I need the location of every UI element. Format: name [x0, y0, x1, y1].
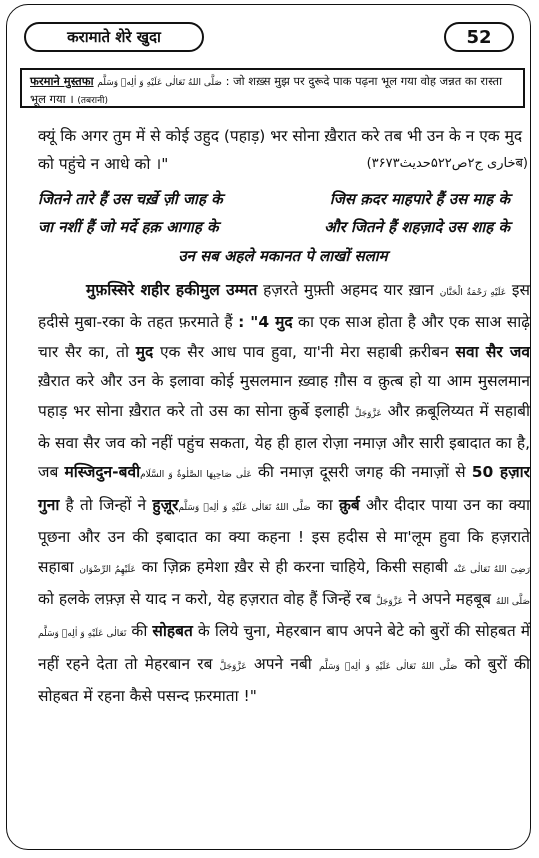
couplet-2-left: और जितने हैं शहज़ादे उस शाह के — [324, 218, 510, 236]
salam-text: उन सब अहले मकानत पे लाखों सलाम — [178, 247, 388, 265]
body-text: ने अपने महबूब — [403, 590, 496, 609]
body-text: एक सैर आध पाव हुवा, या'नी मेरा सहाबी क़रीबन — [153, 342, 456, 361]
honorific: رَضِیَ اللهُ تَعَالٰی عَنْه — [453, 564, 530, 575]
body-text: को बुरों की सोहबत में रहना कैसे पसन्द फ़रमाता !" — [38, 654, 531, 706]
farmaan-honorific: صَلَّى اللهُ تَعَالٰى عَلَيْهِ وَ اٰلِهٖ وَسَلَّم — [97, 78, 222, 88]
body-text: का — [310, 495, 339, 514]
couplet-2-right: जा नशीं हैं जो मर्दे हक़ आगाह के — [38, 218, 219, 236]
emphasis: सवा सैर जव — [455, 342, 530, 361]
emphasis: मुद — [135, 342, 154, 361]
honorific: عَزَّوَجَلَّ — [219, 661, 247, 672]
honorific: عَزَّوَجَلَّ — [354, 408, 382, 419]
body-text: को हलके लफ़्ज़ से याद न करो, येह हज़रात वोह हैं जिन्हें रब — [38, 590, 376, 609]
emphasis: : "4 मुद — [238, 313, 293, 332]
farmaan-label: फरमाने मुस्तफा — [30, 74, 94, 88]
emphasis: सोहबत — [152, 622, 193, 641]
farmaan-text: : जो शख़्स मुझ पर दुरूदे पाक पढ़ना भूल गया वोह जन्नत का रास्ता भूल गया । — [30, 74, 503, 106]
emphasis: 50 हज़ार गुना — [38, 463, 531, 514]
page-number — [444, 22, 514, 52]
commentary-paragraph — [38, 276, 530, 712]
book-title-text: करामाते शेरे खुदा — [67, 28, 161, 46]
couplet-line-1 — [38, 185, 528, 213]
honorific: صَلَّى اللهُ تَعَالٰى عَلَيْهِ وَ اٰلِهٖ وَسَلَّم — [178, 502, 311, 513]
intro-text: क्यूं कि अगर तुम में से कोई उहुद (पहाड़) भर सोना ख़ैरात करे तब भी उन के न एक मुद को पहुंचे न आधे को ।" — [38, 127, 523, 173]
emphasis: क़ुर्ब — [338, 495, 360, 514]
body-text: का एक साअ होता है और एक साअ साढ़े चार सैर का, तो — [38, 313, 530, 361]
honorific: صَلَّى اللهُ تَعَالٰى عَلَيْهِ وَ اٰلِهٖ وَسَلَّم — [319, 661, 458, 672]
body-text: अपने नबी — [246, 654, 320, 673]
body-text: इस हदीसे मुबा-रका के तहत फ़रमाते हैं — [38, 281, 531, 332]
body-text: का ज़िक्र हमेशा ख़ैर से ही करना चाहिये, किसी सहाबी — [135, 557, 454, 576]
honorific: عَلَيْهِمُ الرِّضْوَان — [79, 564, 136, 575]
hadith-reference: (बخاری ج۲ص۵۲۲حدیث۳۶۷۳) — [366, 156, 528, 171]
couplet-line-2 — [38, 213, 528, 241]
body-text: ख़ैरात करे और उन के इलावा कोई मुसलमान ख़्वाह ग़ौस व क़ुत्ब हो या आम मुसलमान पहाड़ भर सोना ख़ैरात करे तो उस का सोना क़ुर्बे इलाही — [38, 372, 530, 420]
farmaan-source: (तबरानी) — [77, 96, 108, 106]
body-text: के लिये चुना, मेहरबान बाप अपने बेटे को बुरों की सोहबत में नहीं रहने देता तो मेहरबान रब — [38, 622, 530, 673]
body-text: है तो जिन्हों ने — [59, 495, 153, 514]
body-text: और दीदार पाया उन का क्या पूछना और उन की इबादात का क्या कहना ! इस हदीस से मा'लूम हुवा कि हज़राते सहाबा — [38, 495, 531, 576]
honorific: عَلَیْهِ رَحْمَةُ الْحَنَّان — [439, 288, 507, 298]
page-number-text: 52 — [466, 26, 492, 48]
mufti-title: मुफ़स्सिरे शहीर हकीमुल उम्मत — [86, 281, 258, 299]
body-text: और क़बूलिय्यत में सहाबी के सवा सैर जव को नहीं पहुंच सकता, येह ही हाल रोज़ा नमाज़ और सारी इबादात का है, जब — [38, 401, 530, 482]
couplet-1-left: जिस क़दर माहपारे हैं उस माह के — [329, 190, 510, 208]
hadith-reference-line — [38, 150, 528, 178]
salam-line — [38, 242, 528, 270]
body-text: की नमाज़ दूसरी जगह की नमाज़ों से — [251, 463, 472, 482]
farmaan-box — [20, 68, 525, 108]
honorific: عَزَّوَجَلَّ — [375, 597, 403, 608]
honorific: عَلٰی صَاحِبِهَا الصَّلٰوةُ وَ السَّلَام — [140, 470, 252, 481]
emphasis: हुज़ूर — [152, 495, 179, 514]
body-text: की — [126, 622, 153, 641]
couplet-1-right: जितने तारे हैं उस चर्ख़े ज़ी जाह के — [38, 190, 223, 208]
emphasis: मस्जिदुन-बवी — [64, 463, 141, 482]
body-text: हज़रते मुफ़्ती अहमद यार ख़ान — [257, 281, 440, 299]
honorific: صَلَّى اللهُ تَعَالٰى عَلَيْهِ وَ اٰلِهٖ وَسَلَّم — [38, 597, 530, 640]
book-title — [24, 22, 204, 52]
